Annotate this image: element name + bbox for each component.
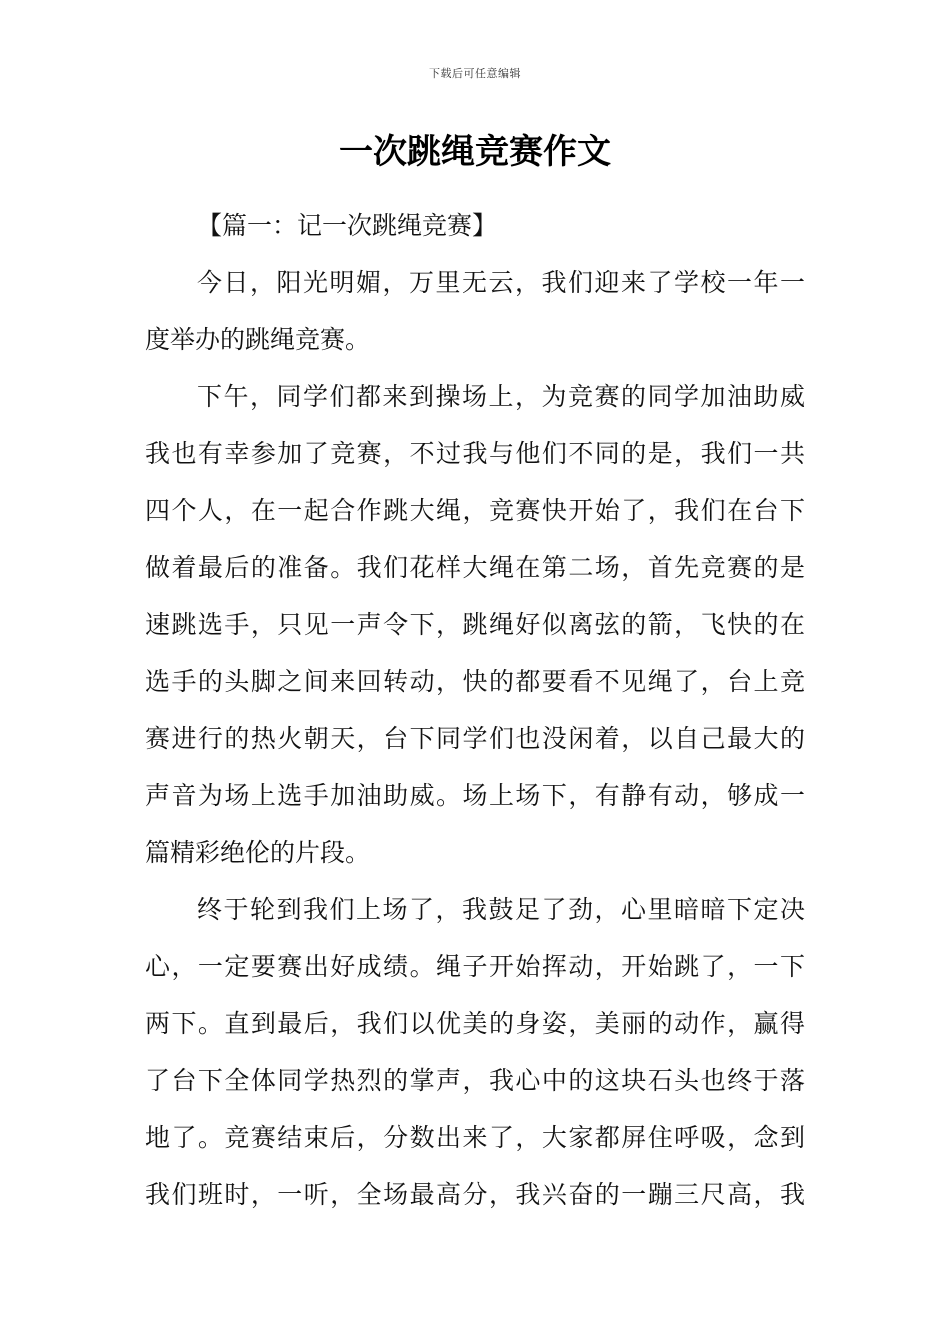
paragraph-line: 做着最后的准备。我们花样大绳在第二场，首先竞赛的是 <box>145 553 805 582</box>
paragraph-line: 四个人，在一起合作跳大绳，竞赛快开始了，我们在台下 <box>145 496 805 525</box>
paragraph-line: 了台下全体同学热烈的掌声，我心中的这块石头也终于落 <box>145 1066 805 1095</box>
paragraph-line: 两下。直到最后，我们以优美的身姿，美丽的动作，赢得 <box>145 1009 805 1038</box>
paragraph-line: 今日，阳光明媚，万里无云，我们迎来了学校一年一 <box>197 268 805 297</box>
paragraph-line: 篇精彩绝伦的片段。 <box>145 838 371 867</box>
paragraph-line: 速跳选手，只见一声令下，跳绳好似离弦的箭，飞快的在 <box>145 610 805 639</box>
paragraph-line: 地了。竞赛结束后，分数出来了，大家都屏住呼吸，念到 <box>145 1123 805 1152</box>
paragraph-line: 声音为场上选手加油助威。场上场下，有静有动，够成一 <box>145 781 805 810</box>
document-body <box>145 197 805 1223</box>
document-title: 一次跳绳竞赛作文 <box>339 132 611 172</box>
paragraph-line: 心，一定要赛出好成绩。绳子开始挥动，开始跳了，一下 <box>145 952 805 981</box>
paragraph-line: 我也有幸参加了竞赛，不过我与他们不同的是，我们一共 <box>145 439 805 468</box>
paragraph-line: 度举办的跳绳竞赛。 <box>145 325 371 354</box>
page-header-note: 下载后可任意编辑 <box>429 67 521 80</box>
section-heading: 【篇一：记一次跳绳竞赛】 <box>197 211 498 240</box>
paragraph-line: 下午，同学们都来到操场上，为竞赛的同学加油助威 <box>197 382 805 411</box>
paragraph-line: 我们班时，一听，全场最高分，我兴奋的一蹦三尺高，我 <box>145 1180 805 1209</box>
paragraph-line: 终于轮到我们上场了，我鼓足了劲，心里暗暗下定决 <box>197 895 805 924</box>
paragraph-line: 赛进行的热火朝天，台下同学们也没闲着，以自己最大的 <box>145 724 805 753</box>
paragraph-line: 选手的头脚之间来回转动，快的都要看不见绳了，台上竞 <box>145 667 805 696</box>
